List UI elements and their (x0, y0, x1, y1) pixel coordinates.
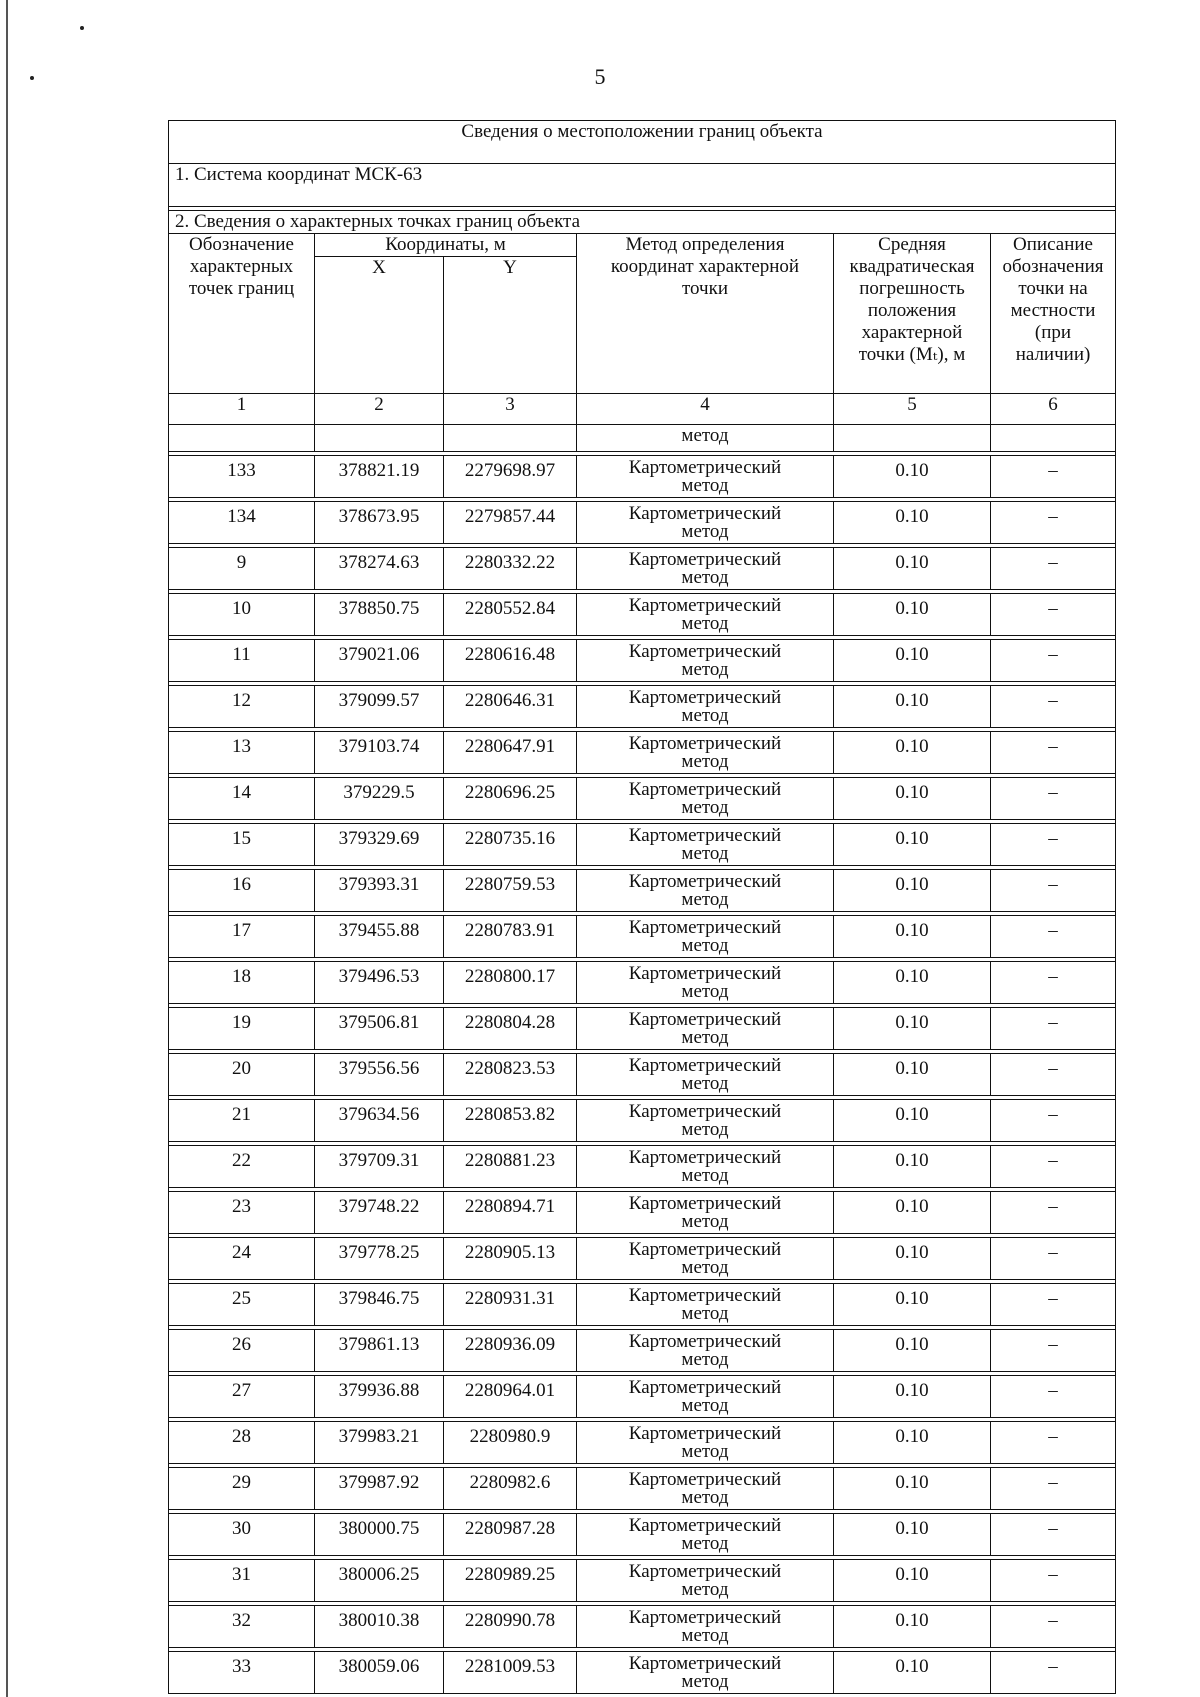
table-row (169, 732, 1116, 774)
coord-x: 379103.74 (315, 732, 444, 774)
determination-method: Картометрический метод (577, 1376, 834, 1418)
determination-method: Картометрический метод (577, 1330, 834, 1372)
mean-square-error: 0.10 (834, 594, 991, 636)
point-description: – (991, 1422, 1116, 1464)
determination-method: Картометрический метод (577, 1008, 834, 1050)
coord-y: 2281009.53 (444, 1652, 577, 1694)
table-row (169, 1560, 1116, 1602)
table-row (169, 1054, 1116, 1096)
point-number: 26 (169, 1330, 315, 1372)
coord-y: 2280989.25 (444, 1560, 577, 1602)
coord-y: 2280905.13 (444, 1238, 577, 1280)
coord-x: 379021.06 (315, 640, 444, 682)
mean-square-error: 0.10 (834, 1652, 991, 1694)
coord-x: 379748.22 (315, 1192, 444, 1234)
determination-method: Картометрический метод (577, 640, 834, 682)
point-description: – (991, 1560, 1116, 1602)
coord-y: 2280783.91 (444, 916, 577, 958)
point-number: 17 (169, 916, 315, 958)
coord-y: 2280823.53 (444, 1054, 577, 1096)
coord-x: 378673.95 (315, 502, 444, 544)
determination-method: Картометрический метод (577, 686, 834, 728)
mean-square-error: 0.10 (834, 1560, 991, 1602)
column-number: 1 (169, 394, 315, 425)
table-row (169, 640, 1116, 682)
point-description: – (991, 686, 1116, 728)
point-number: 31 (169, 1560, 315, 1602)
coord-y: 2280759.53 (444, 870, 577, 912)
point-number: 134 (169, 502, 315, 544)
point-description: – (991, 1146, 1116, 1188)
coord-x: 379861.13 (315, 1330, 444, 1372)
determination-method: Картометрический метод (577, 1146, 834, 1188)
coord-y: 2280964.01 (444, 1376, 577, 1418)
point-number: 13 (169, 732, 315, 774)
coord-y: 2280552.84 (444, 594, 577, 636)
coord-y: 2280990.78 (444, 1606, 577, 1648)
coord-y: 2280982.6 (444, 1468, 577, 1510)
header-y: Y (444, 257, 577, 394)
point-number: 29 (169, 1468, 315, 1510)
column-number: 4 (577, 394, 834, 425)
point-description: – (991, 456, 1116, 498)
table-row (169, 548, 1116, 590)
point-description: – (991, 1100, 1116, 1142)
determination-method: Картометрический метод (577, 1560, 834, 1602)
determination-method: Картометрический метод (577, 916, 834, 958)
point-description: – (991, 962, 1116, 1004)
table-row (169, 824, 1116, 866)
coord-x: 378821.19 (315, 456, 444, 498)
table-row (169, 1514, 1116, 1556)
mean-square-error: 0.10 (834, 1100, 991, 1142)
table-title: Сведения о местоположении границ объекта (169, 121, 1116, 164)
determination-method: Картометрический метод (577, 870, 834, 912)
table-row (169, 1100, 1116, 1142)
determination-method: Картометрический метод (577, 1422, 834, 1464)
determination-method: Картометрический метод (577, 1100, 834, 1142)
point-description: – (991, 824, 1116, 866)
header-description: Описание обозначения точки на местности (при наличии) (991, 234, 1116, 394)
point-description: – (991, 548, 1116, 590)
determination-method: Картометрический метод (577, 1192, 834, 1234)
determination-method: Картометрический метод (577, 1284, 834, 1326)
mean-square-error: 0.10 (834, 824, 991, 866)
table-row (169, 1146, 1116, 1188)
point-number: 9 (169, 548, 315, 590)
point-description: – (991, 732, 1116, 774)
boundary-points-table (168, 120, 1116, 1694)
table-row (169, 456, 1116, 498)
coord-x: 379099.57 (315, 686, 444, 728)
coord-x: 379393.31 (315, 870, 444, 912)
coord-y: 2280800.17 (444, 962, 577, 1004)
table-row (169, 962, 1116, 1004)
table-row (169, 1008, 1116, 1050)
point-number: 12 (169, 686, 315, 728)
table-row (169, 502, 1116, 544)
coord-x: 379329.69 (315, 824, 444, 866)
header-error: Средняя квадратическая погрешность положения характерной точки (Mₜ), м (834, 234, 991, 394)
point-number: 18 (169, 962, 315, 1004)
column-number: 5 (834, 394, 991, 425)
coord-y: 2280853.82 (444, 1100, 577, 1142)
table-row (169, 1330, 1116, 1372)
mean-square-error: 0.10 (834, 1376, 991, 1418)
table-row (169, 1238, 1116, 1280)
section-heading: 2. Сведения о характерных точках границ объекта (169, 211, 1116, 234)
mean-square-error: 0.10 (834, 778, 991, 820)
coord-x: 379846.75 (315, 1284, 444, 1326)
mean-square-error: 0.10 (834, 640, 991, 682)
mean-square-error: 0.10 (834, 1468, 991, 1510)
mean-square-error: 0.10 (834, 916, 991, 958)
point-description: – (991, 1330, 1116, 1372)
determination-method: Картометрический метод (577, 824, 834, 866)
determination-method: Картометрический метод (577, 1238, 834, 1280)
coord-x: 379229.5 (315, 778, 444, 820)
point-number: 27 (169, 1376, 315, 1418)
mean-square-error: 0.10 (834, 1192, 991, 1234)
coord-x: 379496.53 (315, 962, 444, 1004)
point-number: 133 (169, 456, 315, 498)
coord-y: 2280332.22 (444, 548, 577, 590)
coord-x: 380006.25 (315, 1560, 444, 1602)
determination-method: Картометрический метод (577, 1514, 834, 1556)
mean-square-error: 0.10 (834, 732, 991, 774)
point-description: – (991, 870, 1116, 912)
mean-square-error: 0.10 (834, 502, 991, 544)
header-designation: Обозначение характерных точек границ (169, 234, 315, 394)
coord-x: 380010.38 (315, 1606, 444, 1648)
coord-x: 379455.88 (315, 916, 444, 958)
mean-square-error: 0.10 (834, 870, 991, 912)
table-row (169, 1606, 1116, 1648)
mean-square-error: 0.10 (834, 1238, 991, 1280)
table-row (169, 1284, 1116, 1326)
point-number: 20 (169, 1054, 315, 1096)
coord-x: 380059.06 (315, 1652, 444, 1694)
coord-x: 379778.25 (315, 1238, 444, 1280)
point-description: – (991, 1238, 1116, 1280)
determination-method: Картометрический метод (577, 1054, 834, 1096)
point-number: 10 (169, 594, 315, 636)
table-row (169, 778, 1116, 820)
table-row (169, 1192, 1116, 1234)
point-number: 32 (169, 1606, 315, 1648)
coord-x: 379556.56 (315, 1054, 444, 1096)
point-description: – (991, 1054, 1116, 1096)
point-number: 14 (169, 778, 315, 820)
point-number: 22 (169, 1146, 315, 1188)
point-description: – (991, 1376, 1116, 1418)
coord-y: 2280980.9 (444, 1422, 577, 1464)
point-description: – (991, 1192, 1116, 1234)
determination-method: Картометрический метод (577, 502, 834, 544)
coord-x: 378850.75 (315, 594, 444, 636)
mean-square-error: 0.10 (834, 1054, 991, 1096)
header-x: X (315, 257, 444, 394)
mean-square-error: 0.10 (834, 1514, 991, 1556)
coord-x: 379987.92 (315, 1468, 444, 1510)
table-row (169, 916, 1116, 958)
mean-square-error: 0.10 (834, 1422, 991, 1464)
determination-method: Картометрический метод (577, 1468, 834, 1510)
continued-method: метод (577, 425, 834, 452)
point-description: – (991, 778, 1116, 820)
point-number: 28 (169, 1422, 315, 1464)
mean-square-error: 0.10 (834, 456, 991, 498)
column-number: 2 (315, 394, 444, 425)
point-description: – (991, 1468, 1116, 1510)
coord-x: 380000.75 (315, 1514, 444, 1556)
point-description: – (991, 1606, 1116, 1648)
point-number: 23 (169, 1192, 315, 1234)
point-number: 19 (169, 1008, 315, 1050)
point-description: – (991, 916, 1116, 958)
mean-square-error: 0.10 (834, 1330, 991, 1372)
mean-square-error: 0.10 (834, 1146, 991, 1188)
coord-y: 2280804.28 (444, 1008, 577, 1050)
point-description: – (991, 640, 1116, 682)
determination-method: Картометрический метод (577, 1606, 834, 1648)
table-row (169, 594, 1116, 636)
coord-x: 379634.56 (315, 1100, 444, 1142)
column-number: 3 (444, 394, 577, 425)
coordinate-system: 1. Система координат МСК-63 (169, 164, 1116, 207)
coord-y: 2280987.28 (444, 1514, 577, 1556)
point-number: 33 (169, 1652, 315, 1694)
point-description: – (991, 502, 1116, 544)
coord-x: 379709.31 (315, 1146, 444, 1188)
mean-square-error: 0.10 (834, 1008, 991, 1050)
coord-y: 2280616.48 (444, 640, 577, 682)
mean-square-error: 0.10 (834, 686, 991, 728)
table-row (169, 870, 1116, 912)
point-number: 21 (169, 1100, 315, 1142)
point-number: 11 (169, 640, 315, 682)
determination-method: Картометрический метод (577, 732, 834, 774)
table-row (169, 1376, 1116, 1418)
determination-method: Картометрический метод (577, 962, 834, 1004)
mean-square-error: 0.10 (834, 1606, 991, 1648)
coord-y: 2280894.71 (444, 1192, 577, 1234)
determination-method: Картометрический метод (577, 548, 834, 590)
point-description: – (991, 1652, 1116, 1694)
scan-margin-line (6, 0, 8, 1697)
coord-y: 2279857.44 (444, 502, 577, 544)
determination-method: Картометрический метод (577, 1652, 834, 1694)
determination-method: Картометрический метод (577, 456, 834, 498)
coord-y: 2280936.09 (444, 1330, 577, 1372)
coord-x: 379983.21 (315, 1422, 444, 1464)
coord-x: 378274.63 (315, 548, 444, 590)
point-description: – (991, 1514, 1116, 1556)
point-description: – (991, 1008, 1116, 1050)
page-number: 5 (594, 64, 606, 89)
table-row (169, 1422, 1116, 1464)
scan-speck (80, 26, 84, 30)
coord-y: 2280931.31 (444, 1284, 577, 1326)
table-row (169, 1468, 1116, 1510)
determination-method: Картометрический метод (577, 594, 834, 636)
determination-method: Картометрический метод (577, 778, 834, 820)
coord-x: 379506.81 (315, 1008, 444, 1050)
header-coordinates: Координаты, м (315, 234, 577, 257)
mean-square-error: 0.10 (834, 548, 991, 590)
point-number: 25 (169, 1284, 315, 1326)
mean-square-error: 0.10 (834, 962, 991, 1004)
point-number: 24 (169, 1238, 315, 1280)
coord-y: 2280647.91 (444, 732, 577, 774)
coord-y: 2279698.97 (444, 456, 577, 498)
mean-square-error: 0.10 (834, 1284, 991, 1326)
coord-y: 2280646.31 (444, 686, 577, 728)
point-number: 15 (169, 824, 315, 866)
table-row (169, 686, 1116, 728)
column-number: 6 (991, 394, 1116, 425)
point-number: 16 (169, 870, 315, 912)
header-method: Метод определения координат характерной точки (577, 234, 834, 394)
coord-y: 2280735.16 (444, 824, 577, 866)
point-description: – (991, 594, 1116, 636)
point-description: – (991, 1284, 1116, 1326)
coord-x: 379936.88 (315, 1376, 444, 1418)
coord-y: 2280881.23 (444, 1146, 577, 1188)
point-number: 30 (169, 1514, 315, 1556)
table-row (169, 1652, 1116, 1694)
coord-y: 2280696.25 (444, 778, 577, 820)
